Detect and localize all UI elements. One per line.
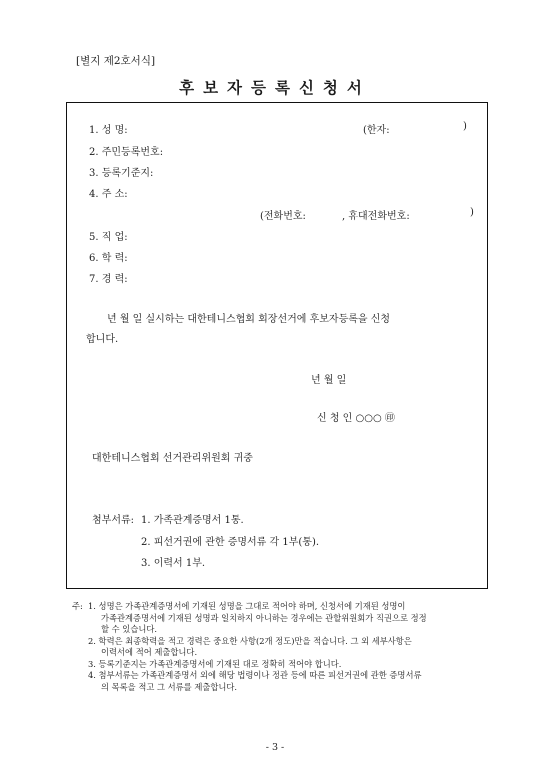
field-label-career: 경 력: (101, 274, 128, 285)
field-label-rrn: 주민등록번호: (101, 147, 164, 158)
field-address (89, 185, 128, 200)
field-education (89, 249, 128, 264)
field-number: 2. (89, 147, 99, 158)
declaration-line-2: 합니다. (86, 334, 119, 345)
phone-close-paren: ) (470, 207, 474, 218)
field-label-address: 주 소: (101, 189, 128, 200)
note-3: 3. 등록기준지는 가족관계증명서에 기재된 대로 정확히 적어야 합니다. (88, 658, 342, 669)
applicant-signature: 신 청 인 ○○○ ㊞ (317, 413, 395, 424)
field-mobile: , 휴대전화번호: (342, 211, 410, 222)
field-label-name: 성 명: (101, 125, 128, 136)
attachment-item-3: 3. 이력서 1부. (141, 558, 206, 569)
hanja-close-paren: ) (463, 121, 467, 132)
field-label-education: 학 력: (101, 253, 128, 264)
note-4-line-1: 4. 첨부서류는 가족관계증명서 외에 해당 법령이나 정관 등에 따른 피선거권에 관한 증명서류 (88, 670, 422, 680)
field-name (89, 121, 128, 136)
field-registration-base (89, 164, 153, 179)
note-2-line-2: 이력서에 적어 제출합니다. (101, 647, 198, 657)
note-4-line-2: 의 목록을 적고 그 서류를 제출합니다. (101, 681, 238, 692)
note-1-line-1: 1. 성명은 가족관계증명서에 기재된 성명을 그대로 적어야 하며, 신청서에 기재된 성명이 (88, 601, 406, 611)
field-rrn (89, 143, 163, 158)
field-number: 3. (89, 168, 99, 179)
page-number: - 3 - (265, 742, 285, 753)
note-1-line-2: 가족관계증명서에 기재된 성명과 일치하지 아니하는 경우에는 관할위원회가 직권으로 정정 (101, 612, 427, 623)
notes-prefix: 주: (72, 601, 83, 611)
note-2-line-1: 2. 학력은 최종학력을 적고 경력은 중요한 사항(2개 정도)만을 적습니다. 그 외 세부사항은 (88, 635, 412, 646)
field-label-occupation: 직 업: (101, 232, 128, 243)
note-1-line-3: 할 수 있습니다. (101, 624, 158, 634)
attachment-item-1: 1. 가족관계증명서 1통. (141, 515, 244, 526)
field-number: 4. (89, 189, 99, 200)
attachments-label: 첨부서류: (92, 515, 135, 526)
field-career (89, 270, 128, 285)
field-number: 7. (89, 274, 99, 285)
field-occupation (89, 228, 128, 243)
field-label-regbase: 등록기준지: (101, 168, 154, 179)
attachment-item-2: 2. 피선거권에 관한 증명서류 각 1부(통). (141, 537, 320, 548)
declaration-line-1: 년 월 일 실시하는 대한테니스협회 회장선거에 후보자등록을 신청 (107, 314, 391, 325)
field-number: 6. (89, 253, 99, 264)
field-phone: (전화번호: (260, 211, 306, 222)
application-date: 년 월 일 (311, 375, 347, 386)
form-number-label: [별지 제2호서식] (76, 55, 156, 67)
field-hanja: (한자: (363, 125, 390, 136)
addressee: 대한테니스협회 선거관리위원회 귀중 (92, 453, 253, 464)
field-number: 5. (89, 232, 99, 243)
field-number: 1. (89, 125, 99, 136)
document-title: 후보자등록신청서 (179, 78, 371, 97)
